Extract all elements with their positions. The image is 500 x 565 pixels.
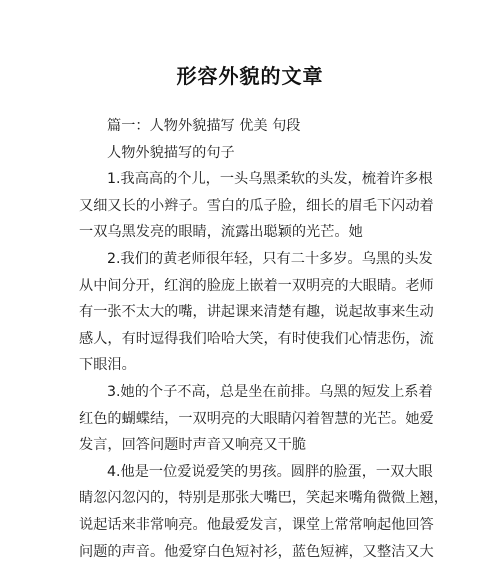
paragraph-line: 睛忽闪忽闪的，特别是那张大嘴巴，笑起来嘴角微微上翘， <box>79 490 448 507</box>
paragraph-line: 3.她的个子不高，总是坐在前排。乌黑的短发上系着 <box>107 383 433 400</box>
paragraph-line: 感人，有时逗得我们哈哈大笑，有时使我们心情悲伤，流 <box>79 330 434 347</box>
paragraph-line: 一双乌黑发亮的眼睛，流露出聪颖的光芒。她 <box>79 224 363 241</box>
section-heading: 篇一：人物外貌描写 优美 句段 <box>107 118 301 134</box>
paragraph-line: 2.我们的黄老师很年轻，只有二十多岁。乌黑的头发 <box>107 250 433 267</box>
paragraph-line: 说起话来非常响亮。他最爱发言，课堂上常常响起他回答 <box>79 516 434 533</box>
paragraph-line: 从中间分开，红润的脸庞上嵌着一双明亮的大眼睛。老师 <box>79 277 434 294</box>
paragraph-line: 1.我高高的个儿，一头乌黑柔软的头发，梳着许多根 <box>107 171 433 188</box>
paragraph-line: 红色的蝴蝶结，一双明亮的大眼睛闪着智慧的光芒。她爱 <box>79 410 434 427</box>
paragraph-line: 问题的声音。他爱穿白色短衬衫，蓝色短裤，又整洁又大 <box>79 543 434 560</box>
paragraph-line: 又细又长的小辫子。雪白的瓜子脸，细长的眉毛下闪动着 <box>79 197 434 214</box>
paragraph-line: 4.他是一位爱说爱笑的男孩。圆胖的脸蛋，一双大眼 <box>107 463 433 480</box>
paragraph-line: 下眼泪。 <box>79 357 136 374</box>
paragraph-line: 有一张不太大的嘴，讲起课来清楚有趣，说起故事来生动 <box>79 304 434 321</box>
paragraph-line: 发言，回答问题时声音又响亮又干脆 <box>79 437 307 454</box>
document-title: 形容外貌的文章 <box>176 64 324 88</box>
document-body <box>79 113 448 565</box>
subheading: 人物外貌描写的句子 <box>107 144 235 161</box>
